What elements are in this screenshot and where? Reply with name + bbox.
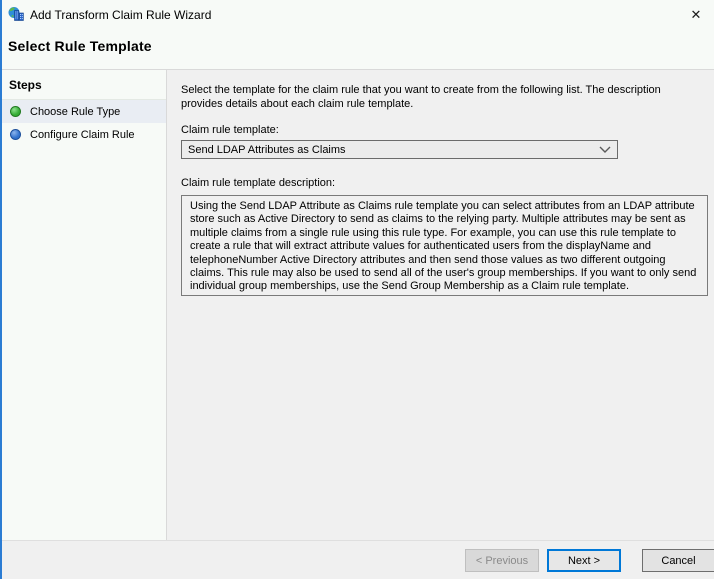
window-title: Add Transform Claim Rule Wizard — [30, 8, 212, 22]
claim-rule-template-label: Claim rule template: — [181, 124, 279, 136]
step-choose-rule-type — [2, 100, 166, 123]
step-label: Configure Claim Rule — [30, 128, 135, 141]
step-upcoming-bullet-icon — [10, 129, 21, 140]
steps-sidebar — [2, 70, 167, 540]
chevron-down-icon — [593, 146, 617, 153]
wizard-footer — [2, 540, 714, 579]
step-current-bullet-icon — [10, 106, 21, 117]
template-description-label: Claim rule template description: — [181, 177, 336, 189]
template-description-box: Using the Send LDAP Attribute as Claims rule template you can select attributes from an LDAP attribute store such as Active Directory to send as claims to the relying party. Multiple attributes may be sent as multiple claims from a single rule using this rule type. For example, you can use this rule template to create a rule that will extract attribute values for authenticated users from the displayName and telephoneNumber Active Directory attributes and then send those values as two different outgoing claims. This rule may also be used to send all of the user's group memberships. If you want to only send individual group memberships, use the Send Group Membership as a Claim rule template. — [181, 195, 708, 296]
claim-rule-template-select[interactable] — [181, 140, 618, 159]
previous-button[interactable]: < Previous — [465, 549, 539, 572]
steps-header: Steps — [2, 70, 166, 100]
next-button[interactable]: Next > — [547, 549, 621, 572]
selected-template-value: Send LDAP Attributes as Claims — [188, 143, 346, 156]
wizard-header — [2, 0, 714, 70]
cancel-button[interactable]: Cancel — [642, 549, 714, 572]
adfs-wizard-icon — [8, 6, 24, 22]
intro-text: Select the template for the claim rule that you want to create from the following list. The description provides details about each claim rule template. — [181, 84, 661, 110]
step-configure-claim-rule — [2, 123, 166, 146]
close-button[interactable]: ✕ — [686, 5, 706, 25]
step-label: Choose Rule Type — [30, 105, 121, 118]
page-title: Select Rule Template — [8, 38, 152, 54]
title-bar — [2, 0, 714, 28]
